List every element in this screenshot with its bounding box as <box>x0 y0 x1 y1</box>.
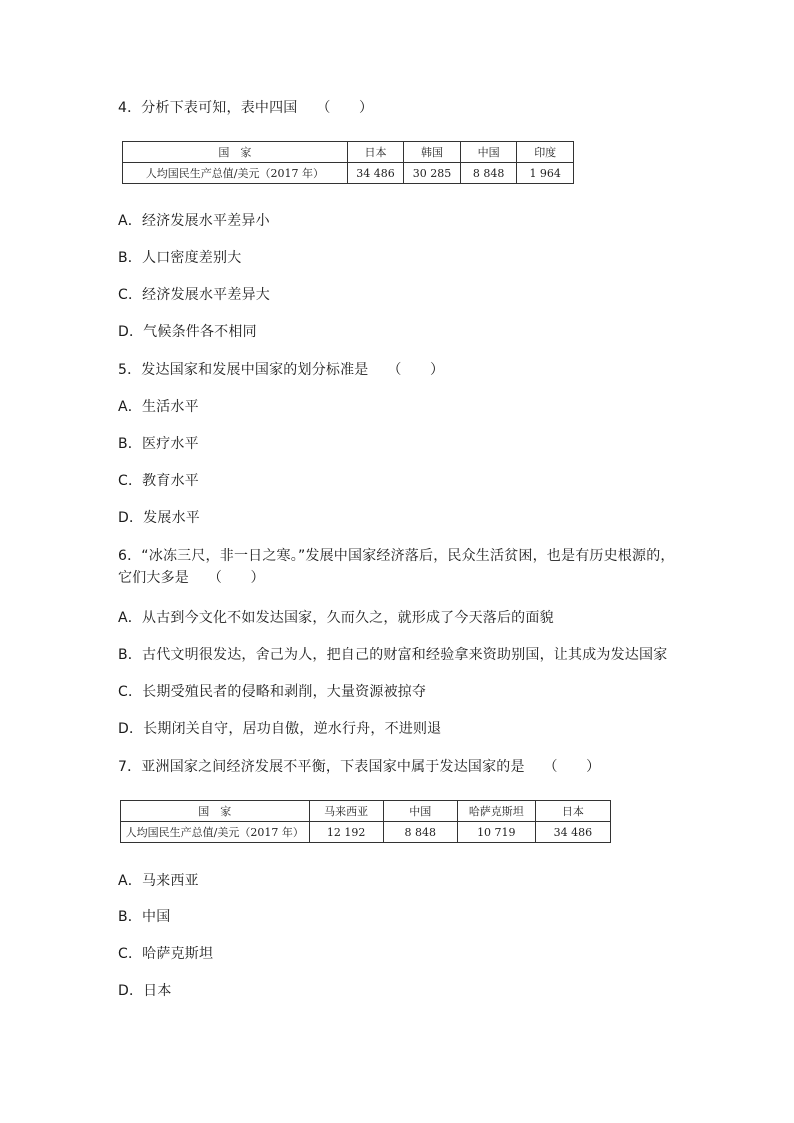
q7-option-a: A．马来西亚 <box>118 873 199 889</box>
q4-gnp-table <box>122 141 574 184</box>
q5-option-a: A．生活水平 <box>118 399 199 415</box>
table-header-cell: 日本 <box>347 142 404 163</box>
table-header-cell: 中国 <box>460 142 517 163</box>
table-header-cell: 国 家 <box>121 801 310 822</box>
table-header-row <box>121 801 611 822</box>
q5-option-b: B．医疗水平 <box>118 436 199 452</box>
table-header-cell: 哈萨克斯坦 <box>457 801 535 822</box>
table-cell: 1 964 <box>517 163 574 184</box>
q7-option-d: D．日本 <box>118 983 172 999</box>
q7-option-b: B．中国 <box>118 909 171 925</box>
question-6-stem: 6．“冰冻三尺，非一日之寒。”发展中国家经济落后，民众生活贫困，也是有历史根源的，它们大多是 （ ） <box>118 548 675 586</box>
table-header-cell: 国 家 <box>123 142 348 163</box>
table-cell: 8 848 <box>460 163 517 184</box>
q7-option-c: C．哈萨克斯坦 <box>118 946 214 962</box>
q4-option-a: A．经济发展水平差异小 <box>118 213 270 229</box>
q7-gnp-table <box>120 800 611 843</box>
table-cell: 8 848 <box>383 822 457 843</box>
q6-option-a: A．从古到今文化不如发达国家，久而久之，就形成了今天落后的面貌 <box>118 610 554 626</box>
table-cell: 30 285 <box>404 163 461 184</box>
table-header-cell: 日本 <box>535 801 610 822</box>
table-cell: 12 192 <box>309 822 383 843</box>
q6-option-b: B．古代文明很发达，舍己为人，把自己的财富和经验拿来资助别国，让其成为发达国家 <box>118 647 668 663</box>
table-header-cell: 马来西亚 <box>309 801 383 822</box>
q5-option-d: D．发展水平 <box>118 510 200 526</box>
question-5-stem: 5．发达国家和发展中国家的划分标准是 （ ） <box>118 362 445 378</box>
table-row <box>121 822 611 843</box>
q6-option-d: D．长期闭关自守，居功自傲，逆水行舟，不进则退 <box>118 721 442 737</box>
table-header-cell: 中国 <box>383 801 457 822</box>
q6-option-c: C．长期受殖民者的侵略和剥削，大量资源被掠夺 <box>118 684 427 700</box>
question-4-stem: 4．分析下表可知，表中四国 （ ） <box>118 100 374 116</box>
q4-option-b: B．人口密度差别大 <box>118 250 242 266</box>
table-cell: 人均国民生产总值/美元（2017 年） <box>123 163 348 184</box>
table-header-row <box>123 142 574 163</box>
table-header-cell: 印度 <box>517 142 574 163</box>
table-cell: 10 719 <box>457 822 535 843</box>
question-7-stem: 7．亚洲国家之间经济发展不平衡，下表国家中属于发达国家的是 （ ） <box>118 759 601 775</box>
table-row <box>123 163 574 184</box>
table-cell: 34 486 <box>535 822 610 843</box>
table-cell: 人均国民生产总值/美元（2017 年） <box>121 822 310 843</box>
q4-option-c: C．经济发展水平差异大 <box>118 287 270 303</box>
q5-option-c: C．教育水平 <box>118 473 199 489</box>
table-cell: 34 486 <box>347 163 404 184</box>
table-header-cell: 韩国 <box>404 142 461 163</box>
q4-option-d: D．气候条件各不相同 <box>118 324 257 340</box>
